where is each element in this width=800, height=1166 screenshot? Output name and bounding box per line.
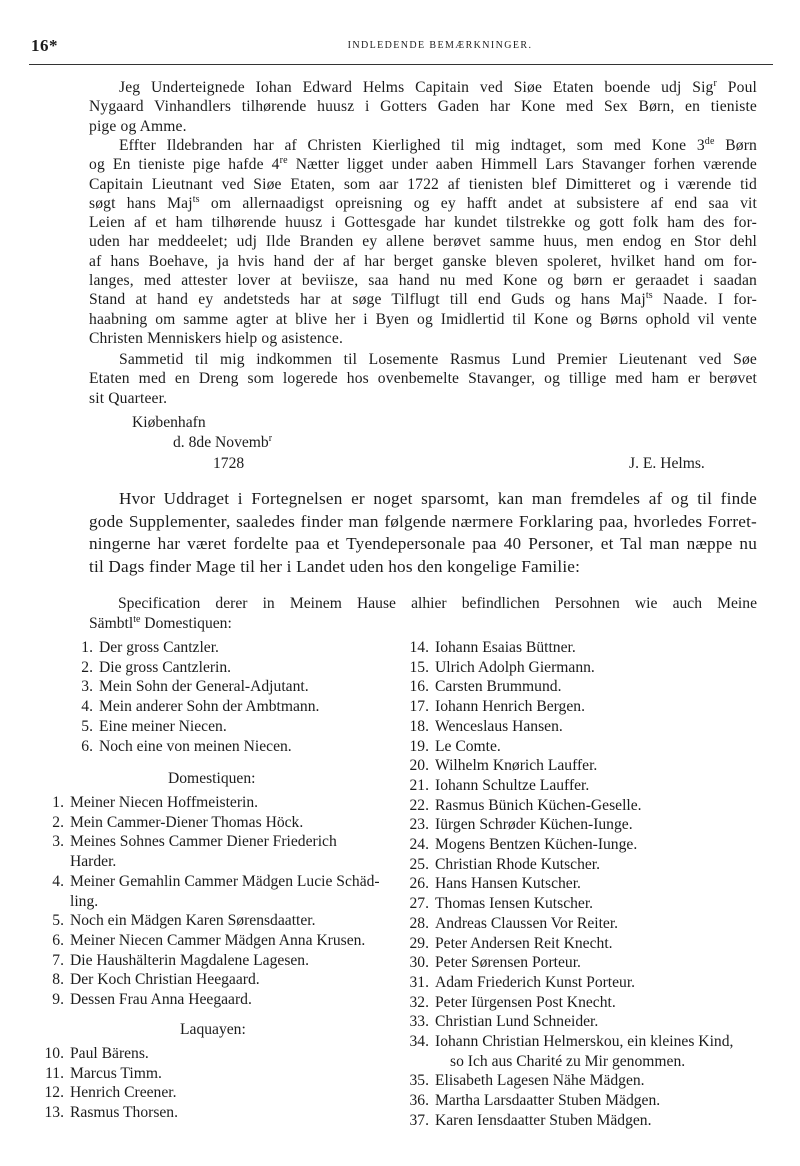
list-item: 2. Die gross Cantzlerin. bbox=[81, 658, 232, 676]
text-line: Effter Ildebranden har af Christen Kierlighed til mig indtaget, som med Kone 3de Børn bbox=[119, 136, 758, 154]
list-item: 12. Henrich Creener. bbox=[44, 1084, 177, 1102]
list-item: 1. Der gross Cantzler. bbox=[81, 639, 219, 656]
list-item: 35. Elisabeth Lagesen Nähe Mädgen. bbox=[409, 1072, 645, 1090]
list-item: 23. Iürgen Schrøder Küchen-Iunge. bbox=[409, 816, 633, 834]
specification-heading bbox=[89, 594, 757, 634]
list-item: 8. Der Koch Christian Heegaard. bbox=[52, 971, 260, 989]
staff-list-right bbox=[391, 638, 775, 1131]
list-item: 24. Mogens Bentzen Küchen-Iunge. bbox=[409, 836, 638, 854]
page-number: 16* bbox=[31, 36, 58, 55]
domestiquen-list bbox=[26, 793, 390, 1010]
family-list bbox=[55, 638, 395, 756]
list-item: 16. Carsten Brummund. bbox=[409, 678, 562, 696]
list-item: 21. Iohann Schultze Lauffer. bbox=[409, 776, 590, 794]
list-item: 33. Christian Lund Schneider. bbox=[409, 1013, 599, 1031]
list-item: 17. Iohann Henrich Bergen. bbox=[409, 698, 585, 716]
domestiquen-heading: Domestiquen: bbox=[168, 770, 256, 787]
letter-date: d. 8de Novemb$^r$ bbox=[173, 433, 273, 451]
list-item: 18. Wenceslaus Hansen. bbox=[409, 717, 563, 735]
list-item: 7. Die Haushälterin Magdalene Lagesen. bbox=[52, 951, 310, 969]
letter-place: Kiøbenhafn bbox=[132, 414, 206, 431]
list-item: 26. Hans Hansen Kutscher. bbox=[409, 875, 581, 893]
text-line: sit Quarteer. bbox=[89, 389, 168, 407]
list-item: 19. Le Comte. bbox=[409, 737, 501, 755]
running-title: INDLEDENDE BEMÆRKNINGER. bbox=[347, 40, 533, 51]
list-item: 3. Meines Sohnes Cammer Diener Friederich Harder. bbox=[52, 833, 337, 871]
list-item: 29. Peter Andersen Reit Knecht. bbox=[409, 934, 613, 952]
list-item: 5. Noch ein Mädgen Karen Sørensdaatter. bbox=[52, 912, 316, 930]
letter-paragraph-1 bbox=[89, 78, 757, 136]
text-line: af hans Boehave, ja hvis hand der af har berget ganske bleven spoleret, hvilket hand om for- bbox=[89, 252, 757, 270]
list-item: 36. Martha Larsdaatter Stuben Mädgen. bbox=[409, 1092, 661, 1110]
laquayen-heading: Laquayen: bbox=[180, 1021, 246, 1038]
list-item: 13. Rasmus Thorsen. bbox=[44, 1104, 178, 1122]
text-line: til Dags finder Mage til her i Landet uden hos den kongelige Familie: bbox=[89, 557, 581, 577]
list-item: 5. Eine meiner Niecen. bbox=[81, 717, 227, 735]
list-item: 1. Meiner Niecen Hoffmeisterin. bbox=[52, 794, 259, 811]
text-line: Hvor Uddraget i Fortegnelsen er noget sparsomt, kan man fremdeles af og til finde bbox=[119, 489, 757, 508]
list-item: 15. Ulrich Adolph Giermann. bbox=[409, 658, 595, 676]
text-line: Sammetid til mig indkommen til Losemente Rasmus Lund Premier Lieutenant ved Søe bbox=[119, 351, 757, 368]
text-line: Etaten med en Dreng som logerede hos ovenbemelte Stavanger, og tillige med ham er berøvet bbox=[89, 370, 757, 388]
text-line: og En tieniste pige hafde 4re Nætter ligget under aaben Himmell Lars Stavanger forhen værende bbox=[89, 155, 757, 174]
text-line: gode Supplementer, saaledes finder man følgende nærmere Forklaring paa, hvorledes Forret- bbox=[89, 511, 757, 531]
letter-year: 1728 bbox=[213, 455, 245, 472]
text-line: Nygaard Vinhandlers tilhørende huusz i Gotters Gaden har Kone med Sex Børn, en tieniste bbox=[89, 98, 757, 116]
list-item: 37. Karen Iensdaatter Stuben Mädgen. bbox=[409, 1111, 652, 1129]
text-line: ningerne har været fordelte paa et Tyendepersonale paa 40 Personer, et Tal man næppe nu bbox=[89, 534, 757, 554]
text-line: Capitain Lieutnant ved Siøe Etaten, som aar 1722 af tienisten blef Dimitteret og i værende tid bbox=[89, 175, 757, 193]
text-line: søgt hans Maj$^{ts}$ om allernaadigst opreisning og ey hafft andet at subsistere af end saa vit bbox=[89, 193, 757, 212]
text-line: Sämbtl$^{te}$ Domestiquen: bbox=[89, 614, 232, 632]
text-line: pige og Amme. bbox=[89, 117, 187, 135]
letter-paragraph-2 bbox=[89, 136, 757, 348]
list-item: 25. Christian Rhode Kutscher. bbox=[409, 855, 601, 873]
laquayen-list bbox=[26, 1044, 386, 1123]
text-line: Jeg Underteignede Iohan Edward Helms Capitain ved Siøe Etaten boende udj Sig$^r$ Poul bbox=[119, 78, 757, 96]
list-item: 10. Paul Bärens. bbox=[44, 1045, 149, 1062]
list-item: 4. Meiner Gemahlin Cammer Mädgen Lucie Schäd- ling. bbox=[52, 872, 380, 910]
list-item: 28. Andreas Claussen Vor Reiter. bbox=[409, 914, 619, 932]
letter-paragraph-3 bbox=[89, 350, 757, 408]
text-line: Christen Menniskers hielp og asistence. bbox=[89, 329, 344, 347]
text-line: uden har meddeelet; udj Ilde Branden ey allene berøvet samme huus, men endog en Stor dehl bbox=[89, 233, 757, 251]
text-line: Stand at hand ey andetsteds har at søge Tilflugt till end Guds og hans Maj$^{ts}$ Naade. I for- bbox=[89, 290, 757, 309]
commentary-paragraph bbox=[89, 488, 757, 579]
list-item: 4. Mein anderer Sohn der Ambtmann. bbox=[81, 698, 320, 716]
text-line: Leien af et ham tilhørende huusz i Gottesgade har kundet tilstrekke og gott folk ham des for- bbox=[89, 214, 757, 232]
list-item: 6. Meiner Niecen Cammer Mädgen Anna Krusen. bbox=[52, 931, 366, 949]
list-item: 11. Marcus Timm. bbox=[45, 1064, 162, 1082]
list-item: 30. Peter Sørensen Porteur. bbox=[409, 954, 581, 972]
list-item: 9. Dessen Frau Anna Heegaard. bbox=[52, 991, 252, 1009]
text-line: Specification derer in Meinem Hause alhier befindlichen Persohnen wie auch Meine bbox=[118, 595, 757, 612]
list-item: 34. Iohann Christian Helmerskou, ein kleines Kind, so Ich aus Charité zu Mir genommen. bbox=[409, 1033, 734, 1070]
list-item: 2. Mein Cammer-Diener Thomas Höck. bbox=[52, 813, 304, 831]
letter-signature: J. E. Helms. bbox=[629, 455, 705, 472]
list-item: 31. Adam Friederich Kunst Porteur. bbox=[409, 973, 636, 991]
list-item: 20. Wilhelm Knørich Lauffer. bbox=[409, 757, 598, 775]
text-line: haabning om samme agter at blive her i Byen og Imidlertid til Kone og Børns ophold vil vente bbox=[89, 310, 757, 328]
list-item: 14. Iohann Esaias Büttner. bbox=[409, 639, 576, 656]
list-item: 32. Peter Iürgensen Post Knecht. bbox=[409, 993, 616, 1011]
list-item: 3. Mein Sohn der General-Adjutant. bbox=[81, 678, 309, 696]
list-item: 22. Rasmus Bünich Küchen-Geselle. bbox=[409, 796, 642, 814]
text-line: langes, med attester lover at beviisze, saa hand nu med Kone og børn er geraadet i saadan bbox=[89, 272, 757, 290]
header-rule bbox=[29, 64, 773, 65]
list-item: 27. Thomas Iensen Kutscher. bbox=[409, 895, 594, 913]
list-item: 6. Noch eine von meinen Niecen. bbox=[81, 737, 292, 755]
